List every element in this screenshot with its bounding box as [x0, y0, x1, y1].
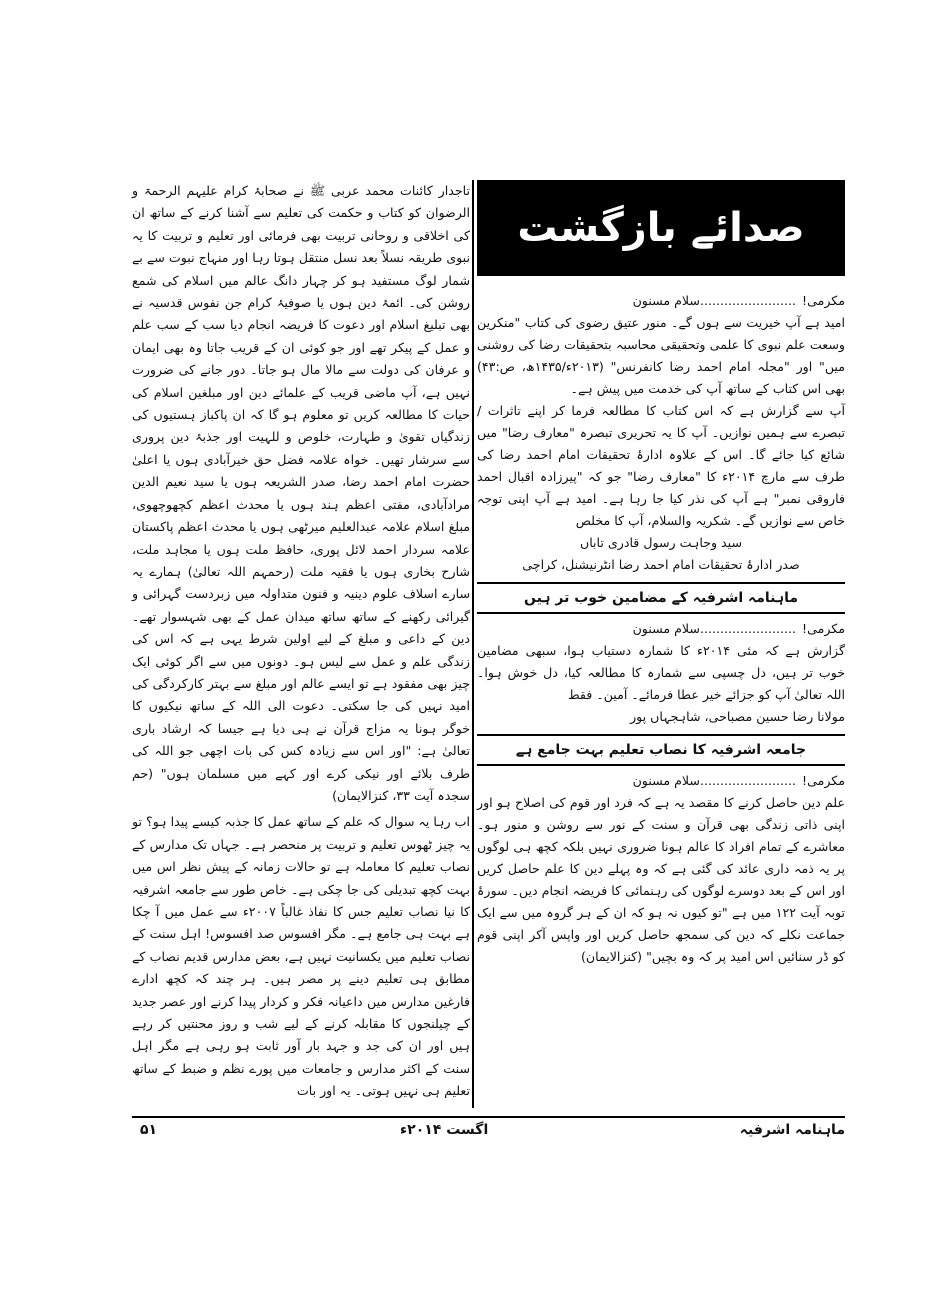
section-banner: [477, 180, 845, 276]
letter-2-signature: مولانا رضا حسین مصباحی، شاہجہاں پور: [630, 709, 845, 724]
letter-2-salutation-row: [477, 618, 845, 640]
footer-magazine-name: ماہنامہ اشرفیہ: [739, 1122, 845, 1138]
letter-1-paragraph: امید ہے آپ خیریت سے ہوں گے۔ منور عتیق رضوی کی کتاب "منکرین وسعت علم نبوی کا علمی وتحقیقی محاسبہ بتحقیقات رضا کی روشنی میں" اور "مجلہ امام احمد رضا کانفرنس" (۲۰۱۳ء/۱۴۳۵ھ، ص:۴۳) بھی اس کتاب کے ساتھ آپ کی خدمت میں پیش ہے۔: [477, 315, 845, 396]
letter-3-salutation-row: [477, 770, 845, 792]
greeting: ........................سلام مسنون: [632, 621, 797, 636]
greeting: ........................سلام مسنون: [632, 293, 797, 308]
footer-date: اگست ۲۰۱۴ء: [400, 1122, 489, 1138]
column-divider: [472, 180, 474, 1108]
greeting: ........................سلام مسنون: [632, 773, 797, 788]
article-paragraph: تاجدار کائنات محمد عربی ﷺ نے صحابۂ کرام علیہم الرحمۃ و الرضوان کو کتاب و حکمت کی تعلیم سے آشنا کرنے کے ساتھ ان کی اخلاقی و روحانی تربیت بھی فرمائی اور تعلیم و تربیت کا یہ نبوی طریقہ نسلاً بعد نسل منتقل ہوتا رہا اور منہاج نبوت سے بے شمار لوگ مستفید ہو کر چہار دانگ عالم میں اسلام کی شمع روشن کی۔ ائمۂ دین ہوں یا صوفیۂ کرام جن نفوس قدسیہ نے بھی تبلیغ اسلام اور دعوت کا فریضہ انجام دیا سب کے سب علم و عمل کے پیکر تھے اور جو کوئی ان کے قریب جاتا وہ بھی ایمان و عرفان کی دولت سے مالا مال ہو جاتا۔ دور جانے کی ضرورت نہیں ہے، آپ ماضی قریب کے علمائے دین اور مبلغین اسلام کی حیات کا مطالعہ کریں تو معلوم ہو گا کہ ان پاکباز ہستیوں کی زندگیاں تقویٰ و طہارت، خلوص و للہیت اور جذبۂ دین پروری سے سرشار تھیں۔ خواہ علامہ فضل حق خیرآبادی ہوں یا اعلیٰ حضرت امام احمد رضا، صدر الشریعہ ہوں یا سید نعیم الدین مرادآبادی، مفتی اعظم ہند ہوں یا محدث اعظم کچھوچھوی، مبلغ اسلام علامہ عبدالعلیم میرٹھی ہوں یا محدث اعظم پاکستان علامہ سردار احمد لائل پوری، حافظ ملت ہوں یا مجاہد ملت، شارح بخاری ہوں یا فقیہ ملت (رحمہم اللہ تعالیٰ) ہمارے یہ سارے اسلاف علوم دینیہ و فنون متداولہ میں زبردست گہرائی و گیرائی رکھنے کے ساتھ ساتھ میدان عمل کے بھی شہسوار تھے۔ دین کے داعی و مبلغ کے لیے اولین شرط یہی ہے کہ اس کی زندگی علم و عمل سے لیس ہو۔ دونوں میں سے اگر کوئی ایک چیز بھی مفقود ہے تو ایسے عالم اور مبلغ سے بہتر کارکردگی کی امید نہیں کی جا سکتی۔ دعوت الی اللہ کے ساتھ نیکیوں کا خوگر ہونا یہ مزاج قرآن نے ہی دیا ہے جیسا کہ ارشاد باری تعالیٰ ہے: "اور اس سے زیادہ کس کی بات اچھی جو اللہ کی طرف بلائے اور نیکی کرے اور کہے میں مسلمان ہوں" (حم سجدہ آیت ۳۳، کنزالایمان): [132, 183, 470, 803]
letter-2-paragraph: گزارش ہے کہ مئی ۲۰۱۴ء کا شمارہ دستیاب ہوا، سبھی مضامین خوب تر ہیں، دل چسپی سے شمارہ کا مطالعہ کیا، دل خوش ہوا۔ اللہ تعالیٰ آپ کو جزائے خیر عطا فرمائے۔ آمین۔ فقط: [477, 643, 845, 702]
salutation: مکرمی!: [802, 621, 845, 636]
letter-1-signature: سید وجاہت رسول قادری تاباں: [579, 535, 743, 550]
right-column: [477, 180, 845, 968]
salutation: مکرمی!: [802, 293, 845, 308]
letter-3-paragraph: علم دین حاصل کرنے کا مقصد یہ ہے کہ فرد اور قوم کی اصلاح ہو اور اپنی ذاتی زندگی بھی قرآن و سنت کے نور سے روشن و منور ہو۔ معاشرے کے تمام افراد کا عالم ہونا ضروری نہیں بلکہ کچھ ہی لوگوں پر یہ ذمہ داری عائد کی گئی ہے کہ وہ پہلے دین کا علم حاصل کریں اور اس کے بعد دوسرے لوگوں کی رہنمائی کا فریضہ انجام دیں۔ سورۂ توبہ آیت ۱۲۲ میں ہے "تو کیوں نہ ہو کہ ان کے ہر گروہ میں سے ایک جماعت نکلے کہ دین کی سمجھ حاصل کریں اور واپس آکر اپنی قوم کو ڈر سنائیں اس امید پر کہ وہ بچیں" (کنزالایمان): [477, 795, 845, 964]
left-column: [132, 180, 470, 1103]
letter-1-salutation-row: [477, 290, 845, 312]
banner-title: صدائے بازگشت: [517, 205, 805, 251]
footer-rule: [132, 1116, 845, 1118]
letter-3: [477, 734, 845, 968]
letter-2-heading: ماہنامہ اشرفیہ کے مضامین خوب تر ہیں: [477, 582, 845, 614]
letter-3-heading: جامعہ اشرفیہ کا نصاب تعلیم بہت جامع ہے: [477, 734, 845, 766]
letter-1-paragraph: آپ سے گزارش ہے کہ اس کتاب کا مطالعہ فرما کر اپنے تاثرات / تبصرے سے ہمیں نوازیں۔ آپ کا یہ تحریری تبصرہ "معارف رضا" میں شائع کیا جائے گا۔ اس کے علاوہ ادارۂ تحقیقات امام احمد رضا کی طرف سے مارچ ۲۰۱۴ء کا "معارف رضا" جو کہ "پیرزادہ اقبال احمد فاروقی نمبر" ہے آپ کی نذر کیا جا رہا ہے۔ امید ہے آپ اپنی توجہ خاص سے نوازیں گے۔ شکریہ والسلام، آپ کا مخلص: [477, 403, 845, 528]
letter-1-designation: صدر ادارۂ تحقیقات امام احمد رضا انٹرنیشنل، کراچی: [522, 557, 800, 572]
letter-2: [477, 582, 845, 728]
page-number: ۵۱: [140, 1122, 158, 1138]
salutation: مکرمی!: [802, 773, 845, 788]
letter-1: [477, 290, 845, 576]
article-paragraph: اب رہا یہ سوال کہ علم کے ساتھ عمل کا جذبہ کیسے پیدا ہو؟ تو یہ چیز ٹھوس تعلیم و تربیت پر منحصر ہے۔ جہاں تک مدارس کے نصاب تعلیم کا معاملہ ہے تو حالات زمانہ کے پیش نظر اس میں بہت کچھ تبدیلی کی جا چکی ہے۔ خاص طور سے جامعہ اشرفیہ کا نیا نصاب تعلیم جس کا نفاذ غالباً ۲۰۰۷ء سے عمل میں آ چکا ہے بہت ہی جامع ہے۔ مگر افسوس صد افسوس! اہل سنت کے نصاب تعلیم میں یکسانیت نہیں ہے، بعض مدارس قدیم نصاب کے مطابق ہی تعلیم دینے پر مصر ہیں۔ ہر چند کہ کچھ ادارے فارغین مدارس میں داعیانہ فکر و کردار پیدا کرنے اور عصر جدید کے چیلنجوں کا مقابلہ کرنے کے لیے شب و روز محنتیں کر رہے ہیں اور ان کی جد و جہد بار آور ثابت ہو رہی ہے مگر اہل سنت کے اکثر مدارس و جامعات میں پورے نظم و ضبط کے ساتھ تعلیم ہی نہیں ہوتی۔ یہ اور بات: [132, 814, 470, 1099]
